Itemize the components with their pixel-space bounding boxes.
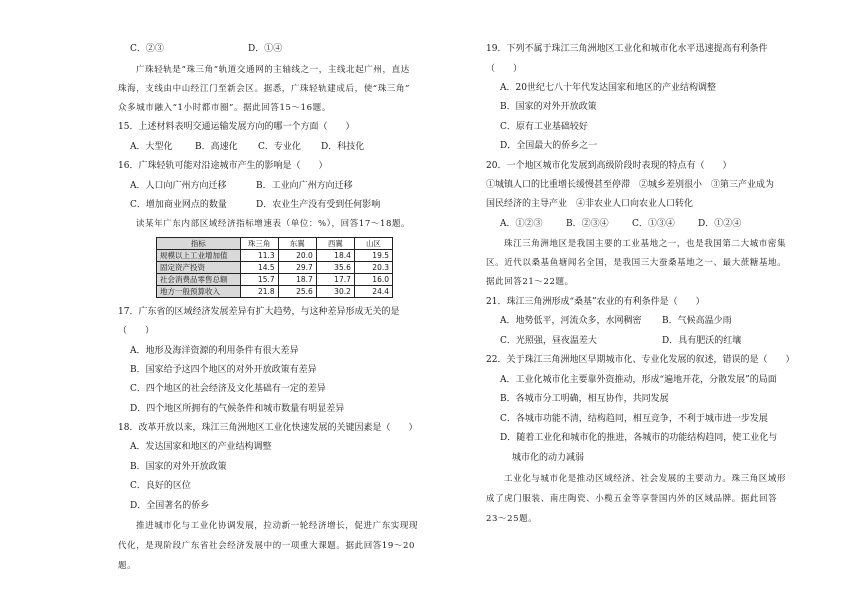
table-header-cell: 指标 (157, 238, 241, 250)
option-d: D．①②④ (698, 219, 742, 229)
option-d: D．①④ (248, 44, 283, 54)
option-c: C．四个地区的社会经济及文化基础有一定的差异 (130, 384, 326, 394)
option-a: A．大型化 (130, 142, 173, 152)
option-b: B．高速化 (195, 142, 238, 152)
table-cell: 社会消费品零售总额 (157, 274, 241, 286)
passage-line: 广珠轻轨是“珠三角”轨道交通网的主轴线之一，主线北起广州，直达 (136, 65, 410, 75)
table-row (157, 262, 393, 274)
passage-line: 据此回答21～22题。 (486, 277, 574, 287)
table-row (157, 250, 393, 262)
passage-line: 推进城市化与工业化协调发展，拉动新一轮经济增长，促进广东实现现 (136, 521, 419, 531)
question-20-statements: 国民经济的主导产业 ④非农业人口向农业人口转化 (486, 199, 694, 209)
option-b: B．工业向广州方向迁移 (256, 181, 353, 191)
question-17-stem: 17．广东省的区域经济发展差异有扩大趋势，与这种差异形成无关的是 (118, 307, 400, 317)
option-d: D．农业生产没有受到任何影响 (256, 200, 381, 210)
table-cell: 20.0 (278, 250, 316, 262)
option-c: C．原有工业基础较好 (500, 122, 588, 132)
option-a: A．地势低平，河流众多，水网稠密 (500, 316, 642, 326)
option-d-continued: 城市化的动力减弱 (512, 453, 585, 463)
option-b: B．国家的对外开放政策 (500, 102, 597, 112)
option-a: A．20世纪七八十年代发达国家和地区的产业结构调整 (500, 83, 716, 93)
passage-line: 代化，是现阶段广东省社会经济发展中的一项重大课题。据此回答19～20 (118, 541, 416, 551)
option-a: A．人口向广州方向迁移 (130, 181, 227, 191)
option-a: A．工业化城市化主要靠外资推动，形成“遍地开花，分散发展”的局面 (500, 375, 777, 385)
option-a: A．地形及海洋资源的利用条件有很大差异 (130, 346, 299, 356)
option-b: B．气候高温少雨 (662, 316, 732, 326)
table-intro: 读某年广东内部区域经济指标增速表（单位：%），回答17～18题。 (136, 219, 411, 229)
table-cell: 21.8 (240, 286, 278, 298)
option-d: D．四个地区所拥有的气候条件和城市数量有明显差异 (130, 404, 345, 414)
table-cell: 24.4 (354, 286, 392, 298)
option-c: C．①③④ (632, 219, 675, 229)
passage-line: 珠江三角洲地区是我国主要的工业基地之一，也是我国第二大城市密集 (504, 239, 787, 249)
question-16-stem: 16．广珠轻轨可能对沿途城市产生的影响是（ ） (118, 161, 328, 171)
table-row (157, 274, 393, 286)
table-header-row (157, 238, 393, 250)
passage-line: 题。 (118, 561, 137, 571)
question-21-stem: 21．珠江三角洲形成“桑基”农业的有利条件是（ ） (486, 297, 705, 307)
table-cell: 29.7 (278, 262, 316, 274)
table-cell: 15.7 (240, 274, 278, 286)
option-b: B．国家给予这四个地区的对外开放政策有差异 (130, 365, 317, 375)
table-cell: 17.7 (316, 274, 354, 286)
question-19-stem: 19．下列不属于珠江三角洲地区工业化和城市化水平迅速提高有利条件 (486, 44, 768, 54)
table-cell: 地方一般预算收入 (157, 286, 241, 298)
option-c: C．专业化 (258, 142, 301, 152)
option-d: D．具有肥沃的红壤 (662, 336, 742, 346)
option-b: B．②③④ (566, 219, 609, 229)
option-c: C．增加商业网点的数量 (130, 200, 227, 210)
table-header-cell: 西翼 (316, 238, 354, 250)
passage-line: 工业化与城市化是推动区域经济、社会发展的主要动力。珠三角区域形 (504, 474, 787, 484)
table-cell: 11.3 (240, 250, 278, 262)
option-d: D．随着工业化和城市化的推进，各城市的功能结构趋同，使工业化与 (500, 433, 778, 443)
table-cell: 固定资产投资 (157, 262, 241, 274)
question-18-stem: 18．改革开放以来，珠江三角洲地区工业化快速发展的关键因素是（ ） (118, 423, 418, 433)
table-cell: 18.7 (278, 274, 316, 286)
table-header-cell: 山区 (354, 238, 392, 250)
passage-line: 23～25题。 (486, 514, 538, 524)
option-b: B．各城市分工明确，相互协作，共同发展 (500, 394, 669, 404)
passage-line: 珠海，支线由中山经江门至新会区。据悉，广珠轻轨建成后，使“珠三角” (118, 84, 410, 94)
table-header-cell: 珠三角 (240, 238, 278, 250)
passage-line: 众多城市融入“1小时都市圈”。据此回答15～16题。 (118, 103, 331, 113)
table-cell: 规模以上工业增加值 (157, 250, 241, 262)
table-row (157, 286, 393, 298)
option-c: C．光照强，昼夜温差大 (500, 336, 597, 346)
question-22-stem: 22．关于珠江三角洲地区早期城市化、专业化发展的叙述，错误的是（ ） (486, 355, 795, 365)
table-cell: 20.3 (354, 262, 392, 274)
option-c: C．各城市功能不清，结构趋同，相互竞争，不利于城市进一步发展 (500, 414, 768, 424)
table-header-cell: 东翼 (278, 238, 316, 250)
question-17-paren: （ ） (118, 326, 155, 336)
option-b: B．国家的对外开放政策 (130, 462, 227, 472)
option-d: D．全国最大的侨乡之一 (500, 141, 598, 151)
economic-indicator-table (156, 237, 393, 298)
table-cell: 19.5 (354, 250, 392, 262)
option-c: C．良好的区位 (130, 481, 191, 491)
table-cell: 16.0 (354, 274, 392, 286)
option-a: A．①②③ (500, 219, 543, 229)
option-d: D．全国著名的侨乡 (130, 501, 210, 511)
table-cell: 25.6 (278, 286, 316, 298)
table-cell: 35.6 (316, 262, 354, 274)
table-cell: 30.2 (316, 286, 354, 298)
question-19-paren: （ ） (486, 64, 523, 74)
passage-line: 成了虎门服装、南庄陶瓷、小榄五金等享誉国内外的区域品牌。据此回答 (486, 494, 778, 504)
option-d: D．科技化 (321, 142, 365, 152)
option-a: A．发达国家和地区的产业结构调整 (130, 442, 272, 452)
option-c: C．②③ (130, 44, 164, 54)
table-cell: 14.5 (240, 262, 278, 274)
question-20-stem: 20．一个地区城市化发展到高级阶段时表现的特点有（ ） (486, 161, 732, 171)
question-15-stem: 15．上述材料表明交通运输发展方向的哪一个方面（ ） (118, 122, 355, 132)
passage-line: 区。近代以桑基鱼塘闻名全国，是我国三大蚕桑基地之一、最大蔗糖基地。 (486, 258, 787, 268)
table-cell: 18.4 (316, 250, 354, 262)
question-20-statements: ①城镇人口的比重增长缓慢甚至停滞 ②城乡差别很小 ③第三产业成为 (486, 180, 775, 190)
